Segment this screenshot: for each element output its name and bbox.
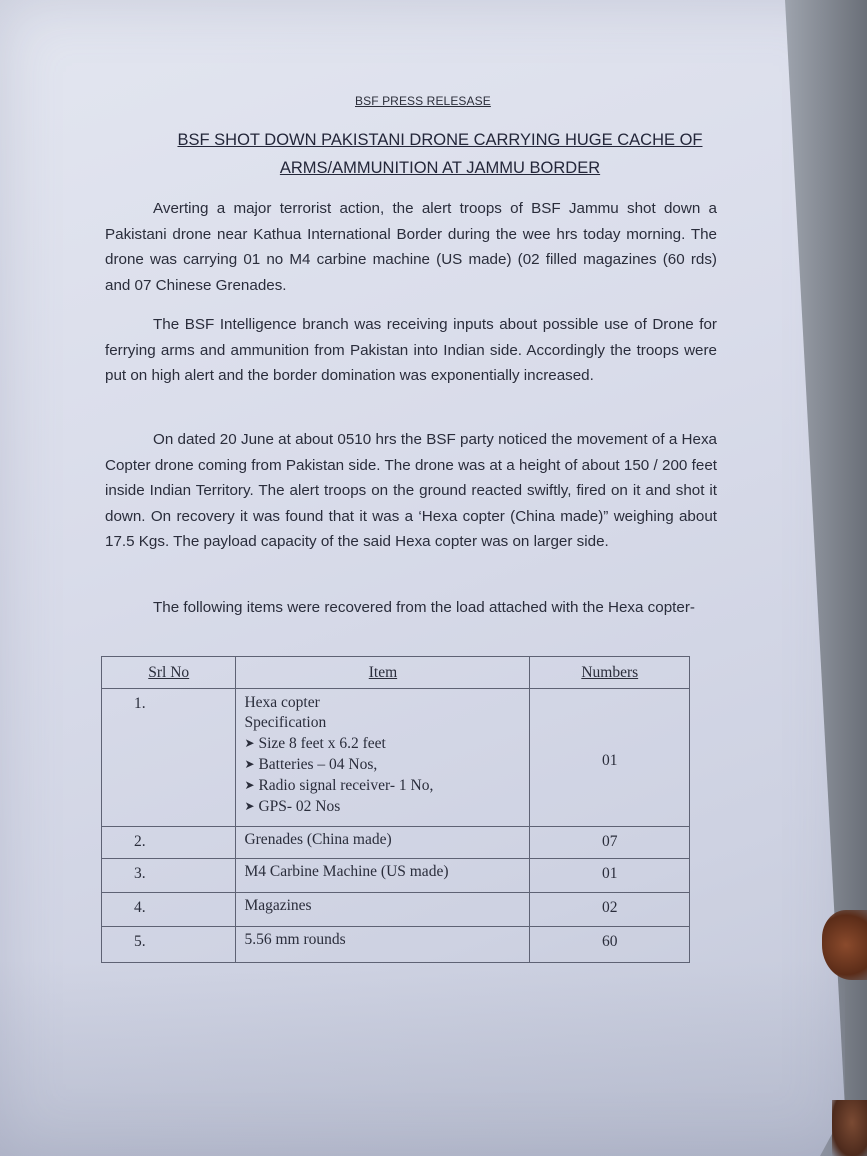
row-srl: 4. (102, 893, 236, 927)
spec-list (244, 733, 529, 817)
row-item: Grenades (China made) (236, 827, 530, 859)
item-name: Hexa copter (244, 694, 320, 711)
row-numbers: 60 (530, 927, 690, 963)
paragraph-3: On dated 20 June at about 0510 hrs the BSF party noticed the movement of a Hexa Copter drone coming from Pakistan side. The drone was at a height of about 150 / 200 feet inside Indian Territory. The alert troops on the ground reacted swiftly, fired on it and shot it down. On recovery it was found that it was a ‘Hexa copter (China made)” weighing about 17.5 Kgs. The payload capacity of the said Hexa copter was on larger side. (105, 431, 717, 550)
arrow-bullet-icon: ➤ (244, 778, 255, 792)
finger-edge-lower (832, 1100, 867, 1156)
table-row (102, 927, 690, 963)
spec-text: Size 8 feet x 6.2 feet (258, 735, 386, 752)
row-item (236, 689, 530, 827)
row-srl: 1. (102, 689, 236, 827)
header-item: Item (236, 657, 530, 689)
paragraph-2: The BSF Intelligence branch was receiving inputs about possible use of Drone for ferrying arms and ammunition from Pakistan into Indian side. Accordingly the troops were put on high alert and the border domination was exponentially increased. (105, 316, 717, 384)
spec-text: Radio signal receiver- 1 No, (258, 777, 434, 794)
header-numbers: Numbers (530, 657, 690, 689)
title-line-1: BSF SHOT DOWN PAKISTANI DRONE CARRYING HUGE CACHE OF (177, 131, 703, 149)
press-release-header: BSF PRESS RELESASE (355, 94, 491, 108)
row-srl: 5. (102, 927, 236, 963)
table-row (102, 689, 690, 827)
row-numbers: 01 (530, 689, 690, 827)
row-srl: 2. (102, 827, 236, 859)
recovered-items-table (101, 656, 690, 963)
spec-text: GPS- 02 Nos (258, 798, 341, 815)
list-item (244, 775, 529, 796)
arrow-bullet-icon: ➤ (244, 757, 255, 771)
row-item: 5.56 mm rounds (236, 927, 530, 963)
row-numbers: 01 (530, 859, 690, 893)
table-header-row (102, 657, 690, 689)
arrow-bullet-icon: ➤ (244, 799, 255, 813)
row-item: M4 Carbine Machine (US made) (236, 859, 530, 893)
row-srl: 3. (102, 859, 236, 893)
list-item (244, 796, 529, 817)
paragraph-4: The following items were recovered from the load attached with the Hexa copter- (153, 599, 695, 616)
row-item: Magazines (236, 893, 530, 927)
list-item (244, 733, 529, 754)
table-row (102, 827, 690, 859)
document-title (165, 126, 715, 182)
title-line-2: ARMS/AMMUNITION AT JAMMU BORDER (279, 159, 601, 177)
list-item (244, 754, 529, 775)
paragraph-1: Averting a major terrorist action, the alert troops of BSF Jammu shot down a Pakistani drone near Kathua International Border during the wee hrs today morning. The drone was carrying 01 no M4 carbine machine (US made) (02 filled magazines (60 rds) and 07 Chinese Grenades. (105, 200, 717, 294)
item-spec-label: Specification (244, 714, 327, 731)
table-row (102, 859, 690, 893)
row-numbers: 07 (530, 827, 690, 859)
row-numbers: 02 (530, 893, 690, 927)
header-srl-no: Srl No (102, 657, 236, 689)
table-row (102, 893, 690, 927)
spec-text: Batteries – 04 Nos, (258, 756, 378, 773)
arrow-bullet-icon: ➤ (244, 736, 255, 750)
